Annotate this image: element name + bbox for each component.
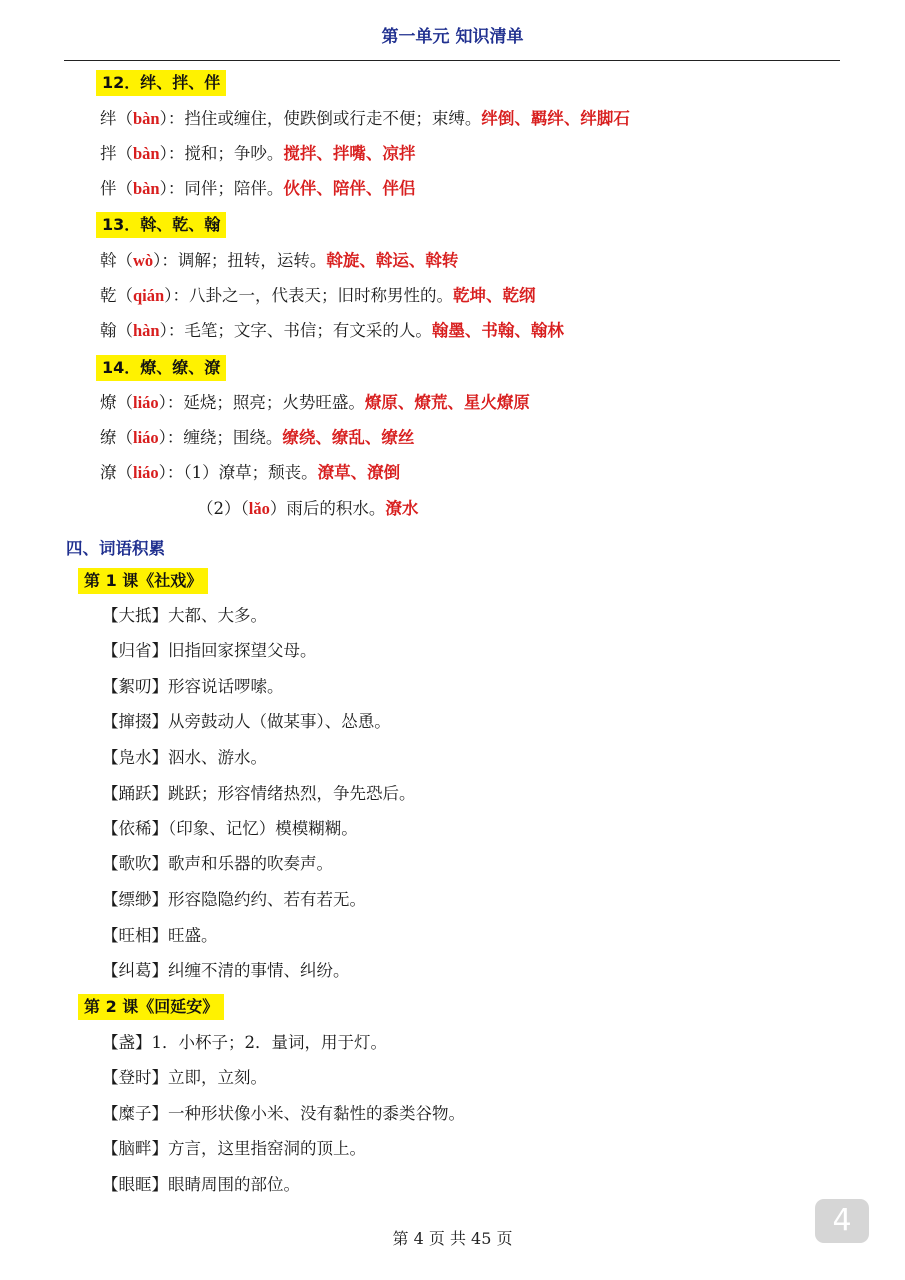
entry-line: 拌（bàn）：搅和；争吵。搅拌、拌嘴、凉拌 xyxy=(100,144,416,163)
header-divider xyxy=(64,60,840,61)
page-badge: 4 xyxy=(815,1199,869,1243)
vocab-item: 【归省】旧指回家探望父母。 xyxy=(102,641,317,660)
vocab-item: 【撺掇】从旁鼓动人（做某事）、怂恿。 xyxy=(102,712,391,731)
vocab-item: 【缥缈】形容隐隐约约、若有若无。 xyxy=(102,890,366,909)
vocab-item: 【歌吹】歌声和乐器的吹奏声。 xyxy=(102,854,333,873)
entry-line: 潦（liáo）：（1）潦草；颓丧。潦草、潦倒 xyxy=(100,463,401,482)
vocab-item: 【旺相】旺盛。 xyxy=(102,926,218,945)
lesson-heading-1: 第 1 课《社戏》 xyxy=(78,568,208,594)
lesson-heading-2: 第 2 课《回延安》 xyxy=(78,994,224,1020)
vocab-item: 【脑畔】方言，这里指窑洞的顶上。 xyxy=(102,1139,366,1158)
group-heading-12: 12．绊、拌、伴 xyxy=(96,70,226,96)
vocab-item: 【凫水】泅水、游水。 xyxy=(102,748,267,767)
entry-line: 缭（liáo）：缠绕；围绕。缭绕、缭乱、缭丝 xyxy=(100,428,415,447)
entry-line-extra: （2）（lǎo）雨后的积水。潦水 xyxy=(197,499,419,518)
entry-line: 燎（liáo）：延烧；照亮；火势旺盛。燎原、燎荒、星火燎原 xyxy=(100,393,530,412)
vocab-item: 【纠葛】纠缠不清的事情、纠纷。 xyxy=(102,961,350,980)
section-title: 四、词语积累 xyxy=(66,539,165,558)
vocab-item: 【眼眶】眼睛周围的部位。 xyxy=(102,1175,300,1194)
entry-line: 翰（hàn）：毛笔；文字、书信；有文采的人。翰墨、书翰、翰林 xyxy=(100,321,564,340)
entry-line: 斡（wò）：调解；扭转，运转。斡旋、斡运、斡转 xyxy=(100,251,459,270)
vocab-item: 【登时】立即，立刻。 xyxy=(102,1068,267,1087)
vocab-item: 【依稀】（印象、记忆）模模糊糊。 xyxy=(102,819,358,838)
entry-line: 乾（qián）：八卦之一，代表天；旧时称男性的。乾坤、乾纲 xyxy=(100,286,536,305)
vocab-item: 【絮叨】形容说话啰嗦。 xyxy=(102,677,284,696)
vocab-item: 【大抵】大都、大多。 xyxy=(102,606,267,625)
vocab-item: 【踊跃】跳跃；形容情绪热烈，争先恐后。 xyxy=(102,784,416,803)
group-heading-14: 14．燎、缭、潦 xyxy=(96,355,226,381)
vocab-item: 【糜子】一种形状像小米、没有黏性的黍类谷物。 xyxy=(102,1104,465,1123)
entry-line: 绊（bàn）：挡住或缠住，使跌倒或行走不便；束缚。绊倒、羁绊、绊脚石 xyxy=(100,109,630,128)
vocab-item: 【盏】1．小杯子；2．量词，用于灯。 xyxy=(102,1033,387,1052)
page-header-title: 第一单元 知识清单 xyxy=(381,27,524,47)
page-number-footer: 第 4 页 共 45 页 xyxy=(392,1229,513,1248)
entry-line: 伴（bàn）：同伴；陪伴。伙伴、陪伴、伴侣 xyxy=(100,179,416,198)
group-heading-13: 13．斡、乾、翰 xyxy=(96,212,226,238)
